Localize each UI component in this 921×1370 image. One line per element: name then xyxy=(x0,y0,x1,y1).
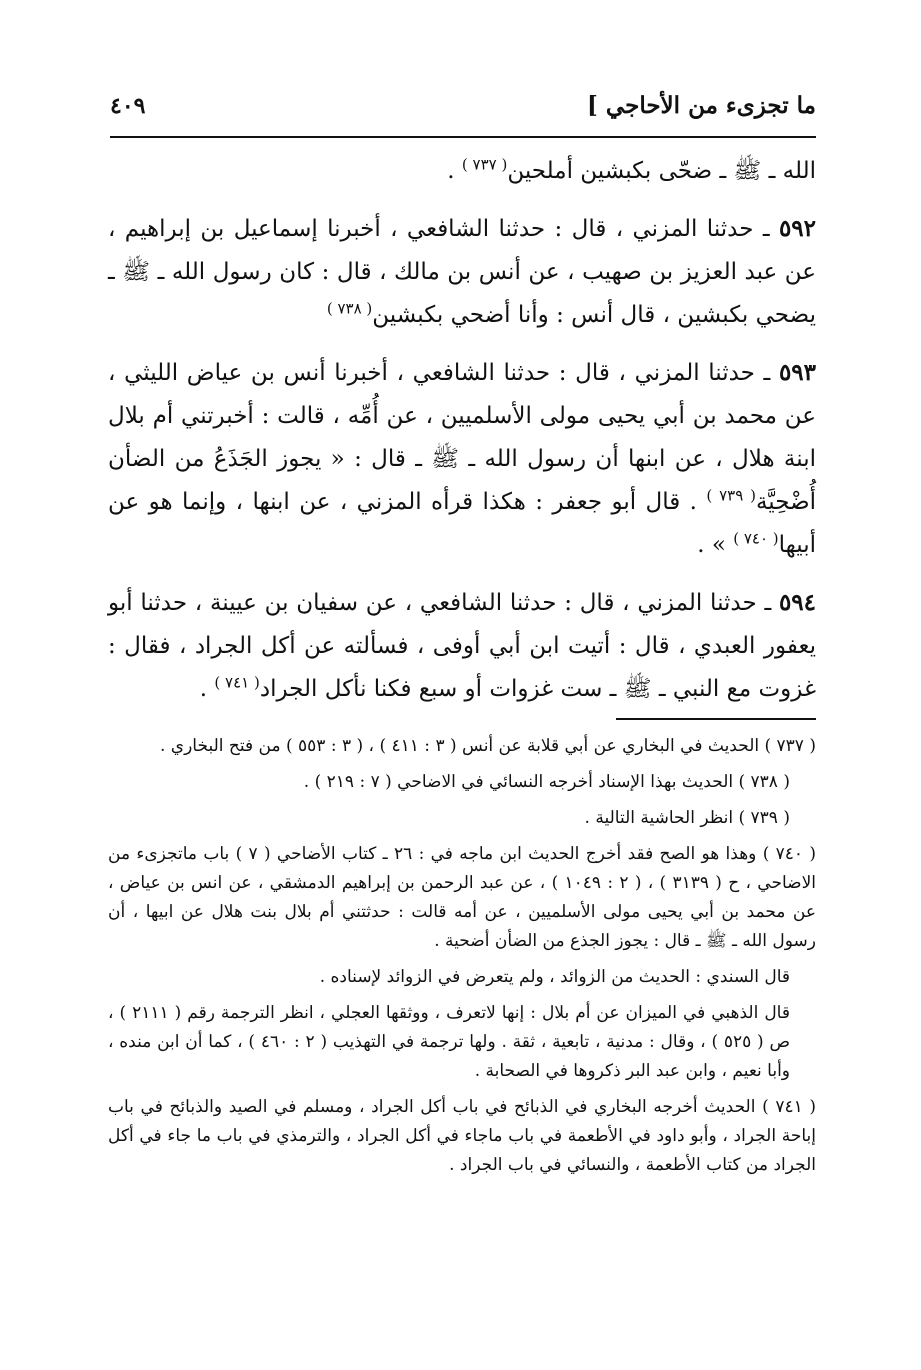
hadith-text: ـ حدثنا المزني ، قال : حدثنا الشافعي ، عن سفيان بن عيينة ، حدثنا أبو يعفور العبدي ، قال : أتيت ابن أبي أوفى ، فسألته عن أكل الجراد ، فقال : غزوت مع النبي ـ ﷺ ـ ست غزوات أو سبع فكنا نأكل الجراد xyxy=(108,590,816,702)
paragraph-continuation xyxy=(108,150,816,193)
hadith-number: ٥٩٣ xyxy=(778,359,816,386)
hadith-text-continued: . قال أبو جعفر : هكذا قرأه المزني ، عن ابنها ، وإنما هو عن أبيها xyxy=(108,489,816,558)
footnote-738: ( ٧٣٨ ) الحديث بهذا الإسناد أخرجه النسائي في الاضاحي ( ٧ : ٢١٩ ) . xyxy=(303,772,790,792)
page-number: ٤٠٩ xyxy=(110,93,146,119)
hadith-text: ـ حدثنا المزني ، قال : حدثنا الشافعي ، أخبرنا أنس بن عياض الليثي ، عن محمد بن أبي يحيى مولى الأسلميين ، عن أُمِّه ، قالت : أخبرتني أم بلال ابنة هلال ، عن ابنها أن رسول الله ـ ﷺ ـ قال : « يجوز الجَذَعُ من الضأن أُضْحِيَّة xyxy=(108,360,817,515)
footnote-divider xyxy=(616,718,816,720)
footnote-ref-738: ( ٧٣٨ ) xyxy=(326,299,373,318)
paragraph-text: الله ـ ﷺ ـ ضحّى بكبشين أملحين xyxy=(507,158,816,184)
header-divider xyxy=(110,136,816,138)
footnote-ref-741: ( ٧٤١ ) xyxy=(214,673,260,692)
hadith-number: ٥٩٤ xyxy=(778,589,816,616)
paragraph-end: . xyxy=(199,676,215,702)
running-title: ما تجزىء من الأحاجي ] xyxy=(587,92,816,119)
footnote-741: ( ٧٤١ ) الحديث أخرجه البخاري في الذبائح في باب أكل الجراد ، ومسلم في الصيد والذبائح في باب إباحة الجراد ، وأبو داود في الأطعمة في باب ماجاء في أكل الجراد ، والترمذي في باب ما جاء في أكل الجراد من كتاب الأطعمة ، والنسائي في باب الجراد . xyxy=(108,1097,816,1175)
page-header xyxy=(110,92,816,119)
paragraph-end: » . xyxy=(697,532,734,558)
footnote-739: ( ٧٣٩ ) انظر الحاشية التالية . xyxy=(584,808,790,828)
footnote-740-sindi: قال السندي : الحديث من الزوائد ، ولم يتعرض في الزوائد لإسناده . xyxy=(319,967,790,987)
main-text xyxy=(108,150,816,725)
hadith-593 xyxy=(108,351,816,567)
footnote-740-dhahabi: قال الذهبي في الميزان عن أم بلال : إنها لاتعرف ، ووثقها العجلي ، انظر الترجمة رقم ( ٢١١١ ) ، ص ( ٥٢٥ ) ، وقال : مدنية ، تابعية ، ثقة . ولها ترجمة في التهذيب ( ٢ : ٤٦٠ ) ، كما أن ابن منده ، وأبا نعيم ، وابن عبد البر ذكروها في الصحابة . xyxy=(108,1003,791,1081)
footnote-740: ( ٧٤٠ ) وهذا هو الصح فقد أخرج الحديث ابن ماجه في : ٢٦ ـ كتاب الأضاحي ( ٧ ) باب ماتجزىء من الاضاحي ، ح ( ٣١٣٩ ) ، ( ٢ : ١٠٤٩ ) ، عن عبد الرحمن بن إبراهيم الدمشقي ، عن انس بن عياض ، عن محمد بن أبي يحيى مولى الأسلميين ، عن أمه قالت : حدثتني أم بلال بنت هلال عن ابيها ، أن رسول الله ـ ﷺ ـ قال : يجوز الجذع من الضأن أضحية . xyxy=(108,844,816,951)
paragraph-end: . xyxy=(447,158,462,184)
hadith-number: ٥٩٢ xyxy=(778,215,816,242)
footnote-ref-737: ( ٧٣٧ ) xyxy=(461,155,508,174)
footnote-ref-740: ( ٧٤٠ ) xyxy=(733,529,779,548)
footnotes xyxy=(108,732,816,1187)
footnote-ref-739: ( ٧٣٩ ) xyxy=(706,486,756,505)
hadith-text: ـ حدثنا المزني ، قال : حدثنا الشافعي ، أخبرنا إسماعيل بن إبراهيم ، عن عبد العزيز بن صهيب ، عن أنس بن مالك ، قال : كان رسول الله ـ ﷺ ـ يضحي بكبشين ، قال أنس : وأنا أضحي بكبشين xyxy=(108,216,816,328)
footnote-737: ( ٧٣٧ ) الحديث في البخاري عن أبي قلابة عن أنس ( ٣ : ٤١١ ) ، ( ٣ : ٥٥٣ ) من فتح البخاري . xyxy=(159,736,816,756)
hadith-592 xyxy=(108,207,816,337)
hadith-594 xyxy=(108,581,816,711)
